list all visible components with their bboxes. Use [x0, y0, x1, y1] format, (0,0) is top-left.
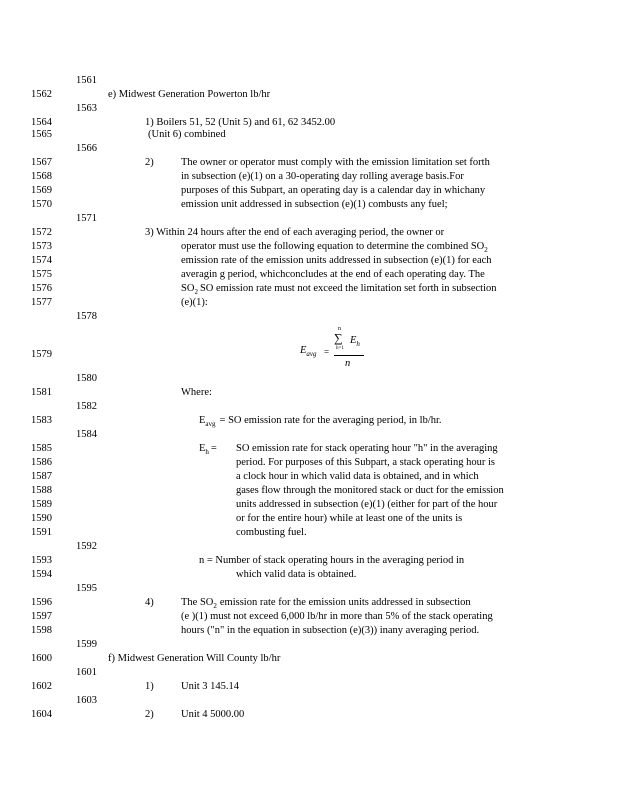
line-number: 1591 [31, 527, 52, 538]
line-number: 1574 [31, 255, 52, 266]
equation [300, 323, 380, 373]
para-3-line: operator must use the following equation to determine the combined $SO_2$ [181, 241, 488, 255]
line-number: 1567 [31, 157, 52, 168]
eq-sum-top: n [338, 326, 341, 332]
line-number: 1603 [76, 695, 97, 706]
heading-midwest-will-county: f) Midwest Generation Will County lb/hr [108, 653, 281, 664]
line-number: 1576 [31, 283, 52, 294]
line-number: 1578 [76, 311, 97, 322]
line-number: 1598 [31, 625, 52, 636]
line-number: 1593 [31, 555, 52, 566]
def-eh-label: $E_h$ = [199, 443, 217, 457]
line-number: 1595 [76, 583, 97, 594]
line-number: 1570 [31, 199, 52, 210]
line-number: 1597 [31, 611, 52, 622]
para-2-line: purposes of this Subpart, an operating day is a calendar day in whichany [181, 185, 486, 196]
eq-fraction-bar [334, 355, 364, 356]
para-2-line: in subsection (e)(1) on a 30-operating day rolling average basis.For [181, 171, 464, 182]
para-3-line: 3) Within 24 hours after the end of each averaging period, the owner or [145, 227, 445, 238]
unit-6-combined: (Unit 6) combined [148, 129, 226, 140]
para-2-line: emission unit addressed in subsection (e)(1) combusts any fuel; [181, 199, 448, 210]
line-number: 1569 [31, 185, 52, 196]
line-number: 1588 [31, 485, 52, 496]
para-2-line: The owner or operator must comply with the emission limitation set forth [181, 157, 490, 168]
def-eh-line: combusting fuel. [236, 527, 307, 538]
line-number: 1562 [31, 89, 52, 100]
line-number: 1599 [76, 639, 97, 650]
para-3-line: (e)(1): [181, 297, 208, 308]
eq-eh: $E_h$ [350, 335, 360, 349]
para-3-line: emission rate of the emission units addressed in subsection (e)(1) for each [181, 255, 492, 266]
item-number: 2) [145, 157, 154, 168]
unit-3-line: Unit 3 145.14 [181, 681, 240, 692]
line-number: 1584 [76, 429, 97, 440]
line-number: 1568 [31, 171, 52, 182]
def-n: n = Number of stack operating hours in the averaging period in [199, 555, 465, 566]
def-eh-line: gases flow through the monitored stack or duct for the emission [236, 485, 504, 496]
unit-4-line: Unit 4 5000.00 [181, 709, 245, 720]
item-number: 2) [145, 709, 154, 720]
line-number: 1585 [31, 443, 52, 454]
where-label: Where: [181, 387, 212, 398]
line-number: 1564 [31, 117, 52, 128]
line-number: 1579 [31, 349, 52, 360]
line-number: 1594 [31, 569, 52, 580]
line-number: 1592 [76, 541, 97, 552]
line-number: 1580 [76, 373, 97, 384]
def-eh-line: or for the entire hour) while at least one of the units is [236, 513, 463, 524]
para-3-line: averagin g period, whichconcludes at the end of each operating day. The [181, 269, 485, 280]
line-number: 1589 [31, 499, 52, 510]
line-number: 1590 [31, 513, 52, 524]
item-number: 4) [145, 597, 154, 608]
eq-sum-bottom: h=1 [336, 346, 344, 351]
line-number: 1582 [76, 401, 97, 412]
eq-eavg: $E_{avg}$ [300, 345, 317, 359]
line-number: 1575 [31, 269, 52, 280]
para-4-line: The $SO_2$ emission rate for the emission units addressed in subsection [181, 597, 471, 611]
line-number: 1596 [31, 597, 52, 608]
eq-equals: = [324, 347, 330, 357]
line-number: 1587 [31, 471, 52, 482]
def-eh-line: a clock hour in which valid data is obtained, and in which [236, 471, 479, 482]
line-number: 1600 [31, 653, 52, 664]
line-number: 1563 [76, 103, 97, 114]
heading-midwest-powerton: e) Midwest Generation Powerton lb/hr [108, 89, 271, 100]
para-4-line: hours ("n" in the equation in subsection (e)(3)) inany averaging period. [181, 625, 480, 636]
line-number: 1571 [76, 213, 97, 224]
line-number: 1581 [31, 387, 52, 398]
para-3-line: $SO_2$ SO emission rate must not exceed the limitation set forth in subsection [181, 283, 497, 297]
item-number: 1) [145, 681, 154, 692]
line-number: 1566 [76, 143, 97, 154]
def-eavg: $E_{avg}$ = SO emission rate for the averaging period, in lb/hr. [199, 415, 442, 429]
para-4-line: (e )(1) must not exceed 6,000 lb/hr in more than 5% of the stack operating [181, 611, 493, 622]
line-number: 1577 [31, 297, 52, 308]
def-eh-line: units addressed in subsection (e)(1) (either for part of the hour [236, 499, 498, 510]
boilers-line: 1) Boilers 51, 52 (Unit 5) and 61, 62 3452.00 [145, 117, 336, 128]
def-eh-line: SO emission rate for stack operating hour "h" in the averaging [236, 443, 498, 454]
line-number: 1572 [31, 227, 52, 238]
def-n-cont: which valid data is obtained. [236, 569, 357, 580]
def-eh-line: period. For purposes of this Subpart, a stack operating hour is [236, 457, 495, 468]
eq-sum-symbol: ∑ [334, 331, 343, 345]
line-number: 1561 [76, 75, 97, 86]
line-number: 1583 [31, 415, 52, 426]
line-number: 1604 [31, 709, 52, 720]
line-number: 1573 [31, 241, 52, 252]
line-number: 1565 [31, 129, 52, 140]
line-number: 1601 [76, 667, 97, 678]
line-number: 1602 [31, 681, 52, 692]
line-number: 1586 [31, 457, 52, 468]
eq-n: n [345, 358, 351, 369]
